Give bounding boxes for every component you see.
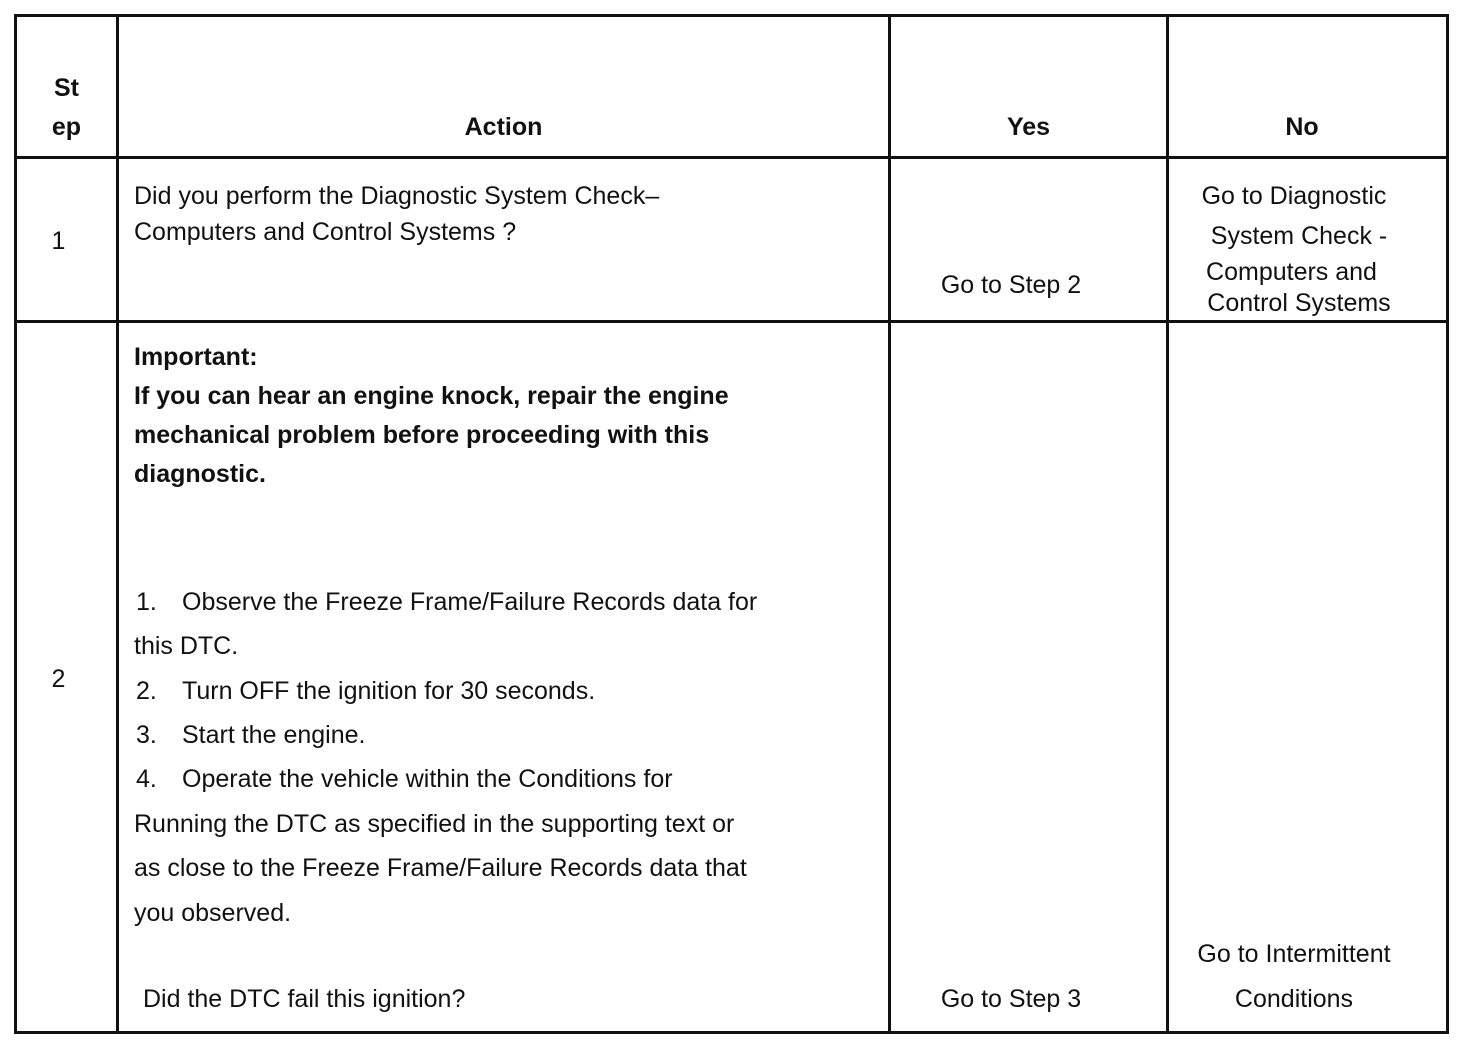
procedure-step-1-text: Observe the Freeze Frame/Failure Records data for <box>182 588 758 616</box>
important-label: Important: <box>134 343 258 371</box>
procedure-step-1 <box>136 587 757 617</box>
row-1-no-line3: Computers and <box>1206 258 1377 286</box>
procedure-step-2-text: Turn OFF the ignition for 30 seconds. <box>182 677 596 705</box>
row-1-divider <box>14 320 1449 323</box>
header-row-divider <box>14 156 1449 159</box>
procedure-step-2-number: 2. <box>136 677 157 705</box>
row-2-no-line1: Go to Intermittent <box>1197 940 1391 968</box>
procedure-step-2 <box>136 676 595 706</box>
procedure-step-3-number: 3. <box>136 721 157 749</box>
header-yes: Yes <box>1006 113 1051 141</box>
important-line2: mechanical problem before proceeding with this <box>134 421 710 449</box>
row-1-action-line2: Computers and Control Systems ? <box>134 218 517 246</box>
procedure-step-1-number: 1. <box>136 588 157 616</box>
row-1-action-line1: Did you perform the Diagnostic System Check– <box>134 182 660 210</box>
procedure-step-4 <box>136 764 673 794</box>
header-no: No <box>1285 113 1319 141</box>
row-2-step-number: 2 <box>51 665 66 693</box>
procedure-step-4-number: 4. <box>136 765 157 793</box>
important-line3: diagnostic. <box>134 460 266 488</box>
procedure-step-4-cont3: you observed. <box>134 899 292 927</box>
header-step-line1: St <box>54 74 79 102</box>
row-2-no-line2: Conditions <box>1234 985 1354 1013</box>
row-1-no-line4: Control Systems <box>1207 289 1391 317</box>
column-divider-yes <box>1166 14 1169 1034</box>
important-line1: If you can hear an engine knock, repair the engine <box>134 382 729 410</box>
procedure-step-4-cont2: as close to the Freeze Frame/Failure Records data that <box>134 854 747 882</box>
procedure-step-1-cont: this DTC. <box>134 632 239 660</box>
procedure-step-4-text: Operate the vehicle within the Conditions for <box>182 765 673 793</box>
procedure-step-3 <box>136 720 365 750</box>
row-1-no-line2: System Check - <box>1210 222 1388 250</box>
row-1-step-number: 1 <box>51 227 66 255</box>
row-1-no-line1: Go to Diagnostic <box>1201 182 1387 210</box>
row-2-yes-goto-step-3: Go to Step 3 <box>940 985 1082 1013</box>
procedure-step-4-cont1: Running the DTC as specified in the supporting text or <box>134 810 735 838</box>
column-divider-step <box>116 14 119 1034</box>
header-action: Action <box>464 113 543 141</box>
header-step-line2: ep <box>51 113 82 141</box>
row-2-question: Did the DTC fail this ignition? <box>143 985 466 1013</box>
column-divider-action <box>888 14 891 1034</box>
procedure-step-3-text: Start the engine. <box>182 721 366 749</box>
row-1-yes-goto-step-2: Go to Step 2 <box>940 271 1082 299</box>
